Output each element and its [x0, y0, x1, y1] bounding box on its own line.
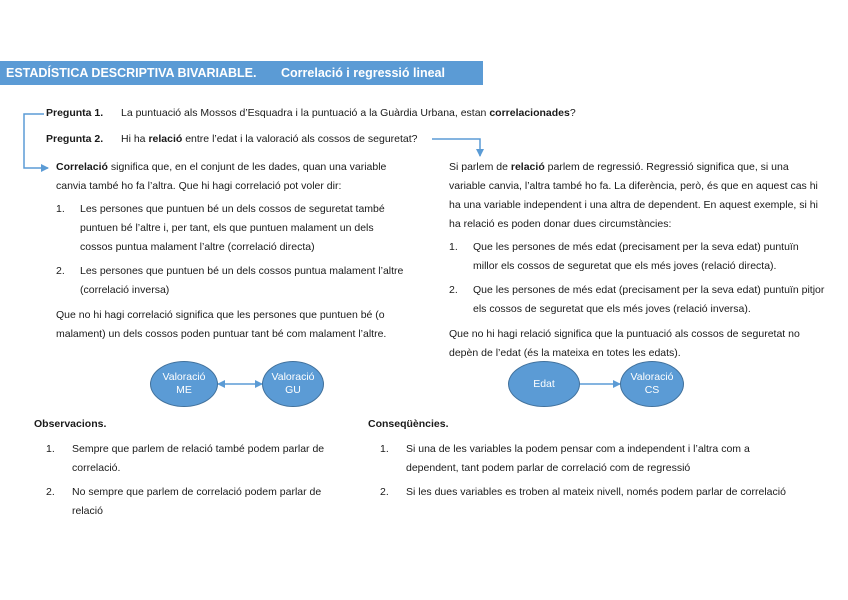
- relation-intro-text: parlem de regressió. Regressió significa que, si una variable canvia, l’altra també ho fa. La diferència, però, és que en aquest cas hi ha una variable independent i una altra de dependent. En aquest exemple, si hi ha relació es poden donar dues circumstàncies:: [449, 161, 818, 230]
- correlation-intro: [56, 158, 406, 196]
- correlation-list: [56, 200, 406, 300]
- correlation-closing: Que no hi hagi correlació significa que les persones que puntuen bé (o malament) un dels cossos poden puntuar tant bé com malament l’altre.: [56, 309, 387, 340]
- question-1-text-post: ?: [569, 107, 576, 119]
- question-1-text-pre: La puntuació als Mossos d’Esquadra i la puntuació a la Guàrdia Urbana, estan: [121, 107, 490, 119]
- node-label-line1: Valoració: [162, 371, 206, 383]
- node-label-line2: ME: [176, 384, 192, 396]
- list-item-number: 1.: [46, 443, 55, 455]
- correlation-term: Correlació: [56, 161, 108, 173]
- observations-title: Observacions.: [34, 418, 107, 430]
- list-item-number: 2.: [449, 284, 458, 296]
- observations-list: [46, 440, 336, 526]
- node-label-line1: Valoració: [630, 371, 674, 383]
- list-item-number: 1.: [56, 203, 65, 215]
- question-2-label: Pregunta 2.: [46, 133, 104, 145]
- relation-term: relació: [510, 161, 545, 173]
- list-item-text: Les persones que puntuen bé un dels cossos puntua malament l’altre (correlació inversa): [80, 265, 404, 296]
- consequences-list: [380, 440, 790, 507]
- question-2: [46, 132, 418, 146]
- question-2-text-bold: relació: [148, 133, 183, 145]
- question-2-text-post: entre l’edat i la valoració als cossos de seguretat?: [182, 133, 418, 145]
- list-item-text: Les persones que puntuen bé un dels cossos de seguretat també puntuen bé l’altre i, per tant, els que puntuen malament un dels cossos puntua malament l’altre (correlació directa): [80, 203, 385, 253]
- list-item: [56, 200, 406, 257]
- list-item-text: Si les dues variables es troben al mateix nivell, només podem parlar de correlació: [406, 486, 786, 498]
- list-item-text: No sempre que parlem de correlació podem parlar de relació: [72, 486, 322, 517]
- list-item-number: 2.: [56, 265, 65, 277]
- list-item-number: 1.: [449, 241, 458, 253]
- list-item-text: Sempre que parlem de relació també podem parlar de correlació.: [72, 443, 325, 474]
- node-label-line2: GU: [285, 384, 301, 396]
- list-item: [46, 483, 336, 521]
- valoracio-me-node: [150, 361, 218, 407]
- list-item-text: Que les persones de més edat (precisament per la seva edat) puntuïn millor els cossos de seguretat que els més joves (relació directa).: [473, 241, 799, 272]
- relation-intro-pre: Si parlem de: [449, 161, 511, 173]
- list-item: [449, 238, 825, 276]
- relation-column: [449, 158, 825, 363]
- page-title: ESTADÍSTICA DESCRIPTIVA BIVARIABLE.: [6, 66, 257, 80]
- list-item: [46, 440, 336, 478]
- edat-node: [508, 361, 580, 407]
- list-item-text: Si una de les variables la podem pensar com a independent i l’altra com a dependent, tant podem parlar de correlació com de regressió: [406, 443, 750, 474]
- relation-intro: [449, 158, 825, 234]
- consequences-title: Conseqüències.: [368, 418, 449, 430]
- valoracio-gu-node: [262, 361, 324, 407]
- question-1: [46, 106, 576, 120]
- relation-list: [449, 238, 825, 319]
- list-item: [56, 262, 406, 300]
- list-item: [380, 483, 790, 502]
- page-subtitle: Correlació i regressió lineal: [281, 66, 445, 80]
- question-1-text-bold: correlacionades: [489, 107, 570, 119]
- question-1-connector: [24, 114, 48, 168]
- node-label-line1: Edat: [533, 377, 555, 390]
- list-item: [449, 281, 825, 319]
- correlation-intro-text: significa que, en el conjunt de les dades, quan una variable canvia també ho fa l’altra. Que hi hagi correlació pot voler dir:: [56, 161, 387, 192]
- question-1-label: Pregunta 1.: [46, 107, 104, 119]
- page-title-bar: [0, 61, 483, 85]
- list-item-number: 2.: [380, 486, 389, 498]
- list-item-number: 1.: [380, 443, 389, 455]
- question-2-text-pre: Hi ha: [121, 133, 149, 145]
- list-item-number: 2.: [46, 486, 55, 498]
- node-label-line1: Valoració: [271, 371, 315, 383]
- correlation-column: [56, 158, 406, 344]
- list-item-text: Que les persones de més edat (precisament per la seva edat) puntuïn pitjor els cossos de seguretat que els més joves (relació inversa).: [473, 284, 825, 315]
- list-item: [380, 440, 790, 478]
- node-label-line2: CS: [644, 384, 660, 396]
- question-2-connector: [432, 139, 480, 156]
- relation-closing: Que no hi hagi relació significa que la puntuació als cossos de seguretat no depèn de l’edat (és la mateixa en totes les edats).: [449, 328, 800, 359]
- valoracio-cs-node: [620, 361, 684, 407]
